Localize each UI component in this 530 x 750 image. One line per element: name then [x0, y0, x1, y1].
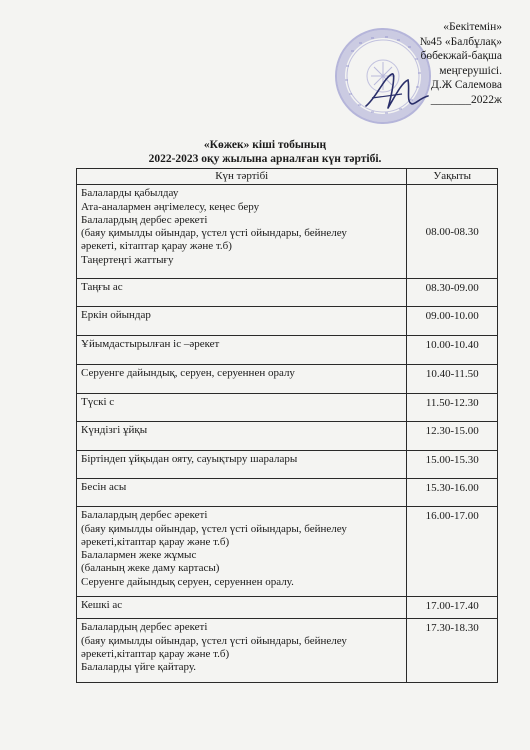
activity-line: Ата-аналармен әңгімелесу, кеңес беру	[81, 200, 260, 213]
activity-line: әрекеті,кітаптар қарау және т.б)	[81, 535, 230, 548]
table-row	[77, 507, 498, 597]
table-row	[77, 394, 498, 422]
time-cell: 15.00-15.30	[407, 451, 498, 479]
table-header-row	[77, 169, 498, 185]
time-cell: 10.40-11.50	[407, 365, 498, 394]
table-row	[77, 307, 498, 336]
activity-cell	[77, 336, 407, 365]
time-cell: 08.00-08.30	[407, 185, 498, 279]
activity-line: әрекеті, кітаптар қарау және т.б)	[81, 240, 232, 253]
activity-line: Балалардың дербес әрекеті	[81, 213, 208, 226]
title-line-1: «Көжек» кіші тобының	[203, 139, 327, 151]
activity-line: Балалармен жеке жұмыс	[81, 549, 197, 562]
approval-line: бөбекжай-бақша	[420, 50, 502, 63]
approval-line: меңгерушісі.	[439, 64, 502, 77]
time-cell: 09.00-10.00	[407, 307, 498, 336]
activity-line: әрекеті,кітаптар қарау және т.б)	[81, 647, 230, 660]
table-row	[77, 336, 498, 365]
time-cell: 17.00-17.40	[407, 597, 498, 619]
activity-line: (баяу қимылды ойындар, үстел үсті ойындары, бейнелеу	[81, 522, 347, 535]
activity-cell	[77, 185, 407, 279]
activity-line: Балалардың дербес әрекеті	[81, 509, 208, 522]
time-cell: 12.30-15.00	[407, 422, 498, 451]
time-cell: 17.30-18.30	[407, 619, 498, 683]
activity-cell	[77, 279, 407, 307]
activity-line: (баяу қимылды ойындар, үстел үсті ойындары, бейнелеу	[81, 634, 347, 647]
activity-line: Балалардың дербес әрекеті	[81, 621, 208, 634]
activity-cell	[77, 365, 407, 394]
activity-cell	[77, 619, 407, 683]
title-line-2: 2022-2023 оқу жылына арналған күн тәртібі.	[148, 153, 382, 165]
activity-cell	[77, 451, 407, 479]
activity-line: (баланың жеке даму картасы)	[81, 562, 220, 575]
activity-line: Түскі с	[81, 396, 115, 409]
approval-line: «Бекітемін»	[443, 21, 502, 33]
activity-line: Серуенге дайындық серуен, серуеннен оралу.	[81, 575, 294, 588]
table-row	[77, 619, 498, 683]
table-row	[77, 279, 498, 307]
table-row	[77, 451, 498, 479]
table-row	[77, 185, 498, 279]
activity-line: Ұйымдастырылған іс –әрекет	[81, 338, 220, 351]
time-cell: 11.50-12.30	[407, 394, 498, 422]
time-cell: 08.30-09.00	[407, 279, 498, 307]
table-row	[77, 597, 498, 619]
activity-line: Біртіндеп ұйқыдан ояту, сауықтыру шаралары	[81, 453, 298, 466]
schedule-table	[76, 168, 498, 683]
table-row	[77, 479, 498, 507]
time-cell: 15.30-16.00	[407, 479, 498, 507]
activity-line: Балаларды қабылдау	[81, 187, 179, 200]
activity-line: Бесін асы	[81, 481, 127, 494]
activity-line: Кешкі ас	[81, 599, 123, 612]
activity-line: (баяу қимылды ойындар, үстел үсті ойындары, бейнелеу	[81, 227, 347, 240]
approval-line: №45 «Балбұлақ»	[419, 35, 502, 48]
activity-cell	[77, 307, 407, 336]
header-activity: Күн тәртібі	[77, 169, 407, 185]
activity-line: Таңғы ас	[81, 281, 123, 294]
approval-line: Д.Ж Салемова	[430, 79, 502, 92]
time-cell: 10.00-10.40	[407, 336, 498, 365]
activity-cell	[77, 507, 407, 597]
document-title	[0, 138, 530, 166]
activity-cell	[77, 597, 407, 619]
approval-line: _______2022ж	[430, 93, 502, 106]
activity-line: Күндізгі ұйқы	[81, 424, 148, 437]
activity-cell	[77, 479, 407, 507]
activity-cell	[77, 394, 407, 422]
approval-block	[342, 20, 502, 108]
activity-line: Еркін ойындар	[81, 309, 151, 322]
time-cell: 16.00-17.00	[407, 507, 498, 597]
activity-cell	[77, 422, 407, 451]
table-row	[77, 365, 498, 394]
activity-line: Балаларды үйге қайтару.	[81, 661, 197, 674]
activity-line: Таңертеңгі жаттығу	[81, 253, 174, 266]
activity-line: Серуенге дайындық, серуен, серуеннен оралу	[81, 367, 295, 380]
header-time: Уақыты	[407, 169, 498, 185]
table-row	[77, 422, 498, 451]
